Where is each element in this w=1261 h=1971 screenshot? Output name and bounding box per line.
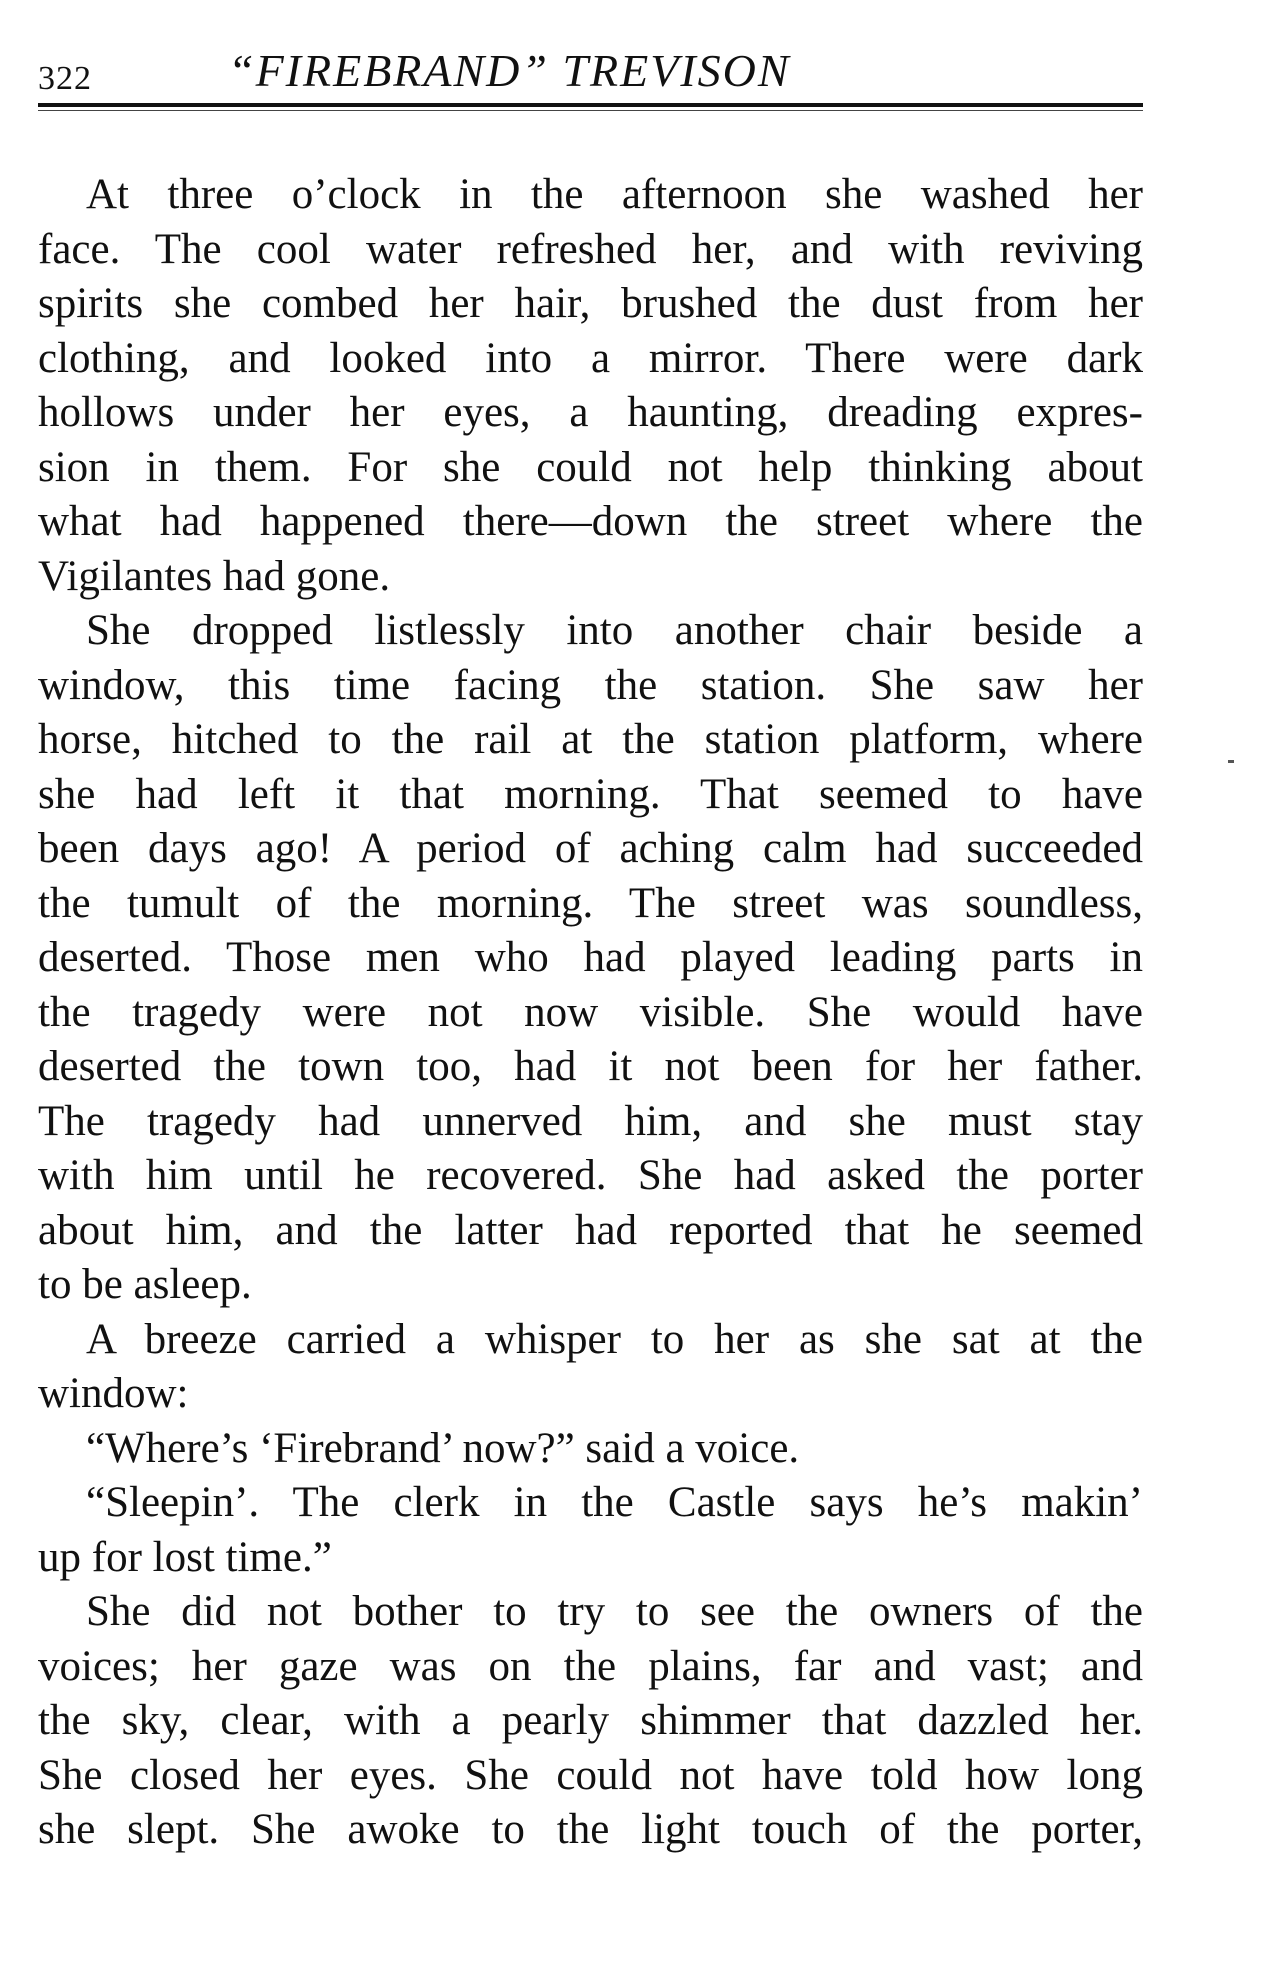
header-rule-thin: [38, 110, 1143, 111]
text-line: “Sleepin’. The clerk in the Castle says he’s makin’: [86, 1479, 1143, 1526]
text-line: the tragedy were not now visible. She would have: [38, 988, 1143, 1036]
text-line: the tumult of the morning. The street was soundless,: [38, 879, 1143, 927]
text-line: with him until he recovered. She had asked the porter: [38, 1152, 1143, 1199]
header-rule: [38, 103, 1143, 107]
text-line: window, this time facing the station. She saw her: [38, 661, 1143, 709]
print-speck: [1228, 760, 1234, 763]
text-line: voices; her gaze was on the plains, far and vast; and: [38, 1642, 1143, 1690]
text-line: horse, hitched to the rail at the station platform, where: [38, 716, 1143, 763]
text-line: deserted. Those men who had played leading parts in: [38, 934, 1143, 981]
page-number: 322: [38, 60, 92, 97]
text-line: sion in them. For she could not help thinking about: [38, 443, 1143, 491]
text-line: She dropped listlessly into another chair beside a: [86, 607, 1143, 654]
text-line: The tragedy had unnerved him, and she must stay: [38, 1097, 1143, 1145]
text-line: spirits she combed her hair, brushed the dust from her: [38, 280, 1143, 327]
paragraph: [38, 1422, 1143, 1477]
paragraph: [38, 168, 1143, 604]
text-line: deserted the town too, had it not been for her father.: [38, 1043, 1143, 1090]
text-line: window:: [38, 1370, 189, 1417]
text-line: the sky, clear, with a pearly shimmer that dazzled her.: [38, 1697, 1143, 1744]
text-line: she slept. She awoke to the light touch of the porter,: [38, 1806, 1143, 1853]
text-line: up for lost time.”: [38, 1533, 332, 1581]
running-title: “FIREBRAND” TREVISON: [228, 45, 791, 96]
text-line: face. The cool water refreshed her, and with reviving: [38, 225, 1143, 273]
paragraph: [38, 1476, 1143, 1585]
paragraph: [38, 1585, 1143, 1858]
text-line: hollows under her eyes, a haunting, dreading expres-: [38, 389, 1143, 436]
text-line: what had happened there—down the street where the: [38, 498, 1143, 545]
text-line: been days ago! A period of aching calm had succeeded: [38, 825, 1143, 872]
text-line: She did not bother to try to see the owners of the: [86, 1588, 1143, 1635]
text-line: she had left it that morning. That seemed to have: [38, 770, 1143, 818]
text-line: A breeze carried a whisper to her as she sat at the: [86, 1315, 1143, 1363]
paragraph: [38, 1313, 1143, 1422]
paragraph: [38, 604, 1143, 1313]
text-line: clothing, and looked into a mirror. There were dark: [38, 334, 1143, 382]
text-line: At three o’clock in the afternoon she washed her: [86, 171, 1143, 218]
page-header: [38, 38, 1143, 108]
text-line: to be asleep.: [38, 1261, 252, 1308]
body-text: [38, 168, 1143, 1858]
text-line: She closed her eyes. She could not have told how long: [38, 1751, 1143, 1799]
text-line: about him, and the latter had reported that he seemed: [38, 1206, 1143, 1254]
text-line: Vigilantes had gone.: [38, 552, 391, 600]
text-line: “Where’s ‘Firebrand’ now?” said a voice.: [86, 1424, 800, 1472]
